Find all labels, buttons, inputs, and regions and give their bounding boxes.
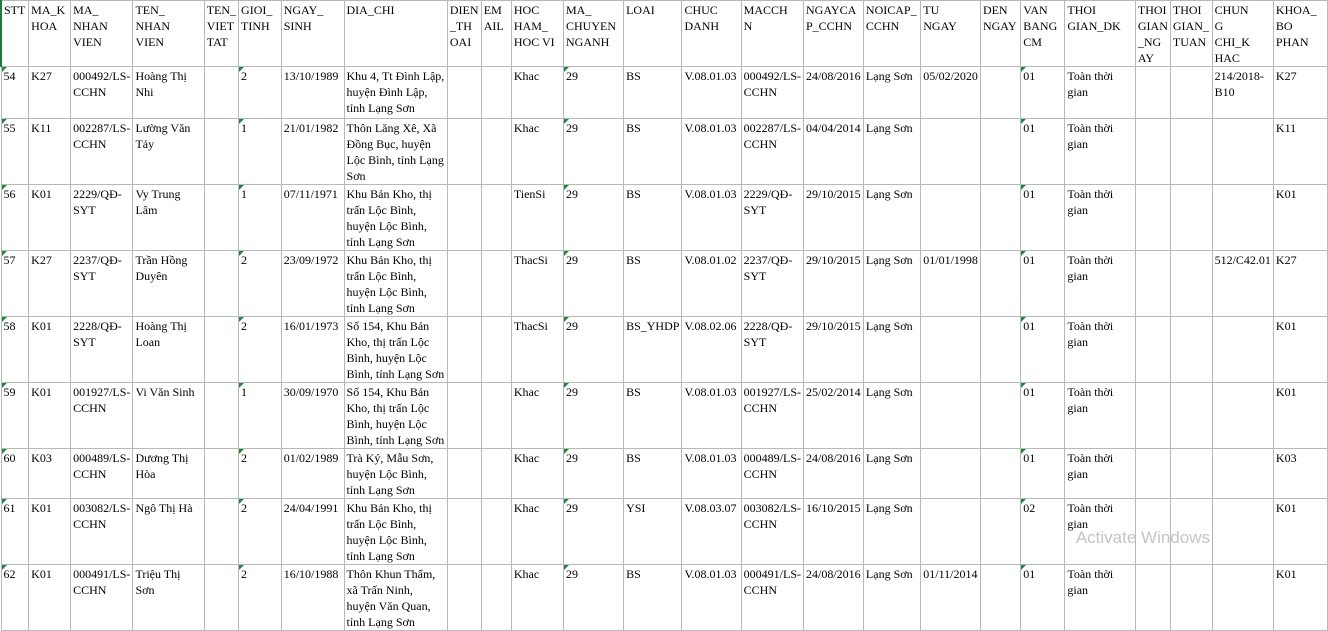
table-cell[interactable]: Khac [511, 565, 563, 631]
table-cell[interactable] [481, 185, 511, 251]
column-header[interactable] [204, 1, 238, 67]
column-header-label: EM AIL [483, 3, 504, 33]
table-cell[interactable]: 24/04/1991 [281, 499, 344, 565]
table-cell[interactable] [447, 565, 481, 631]
table-cell[interactable] [447, 383, 481, 449]
table-cell[interactable] [980, 317, 1020, 383]
table-row [1, 317, 1328, 383]
column-header[interactable] [1273, 1, 1327, 67]
column-header-label: DIA_CHI [346, 3, 395, 17]
table-cell[interactable]: 25/02/2014 [804, 383, 864, 449]
table-cell[interactable]: 29 [563, 499, 623, 565]
column-header[interactable] [804, 1, 864, 67]
table-cell[interactable]: 01 [1021, 449, 1065, 499]
table-cell[interactable] [1170, 449, 1212, 499]
table-cell[interactable] [1135, 449, 1170, 499]
table-cell[interactable]: BS [624, 383, 682, 449]
column-header-label: LOAI [626, 3, 655, 17]
table-cell[interactable]: 000489/LS-CCHN [71, 449, 133, 499]
table-cell[interactable]: K11 [1273, 119, 1327, 185]
table-cell[interactable]: K01 [1273, 383, 1327, 449]
column-header[interactable] [1, 1, 29, 67]
table-cell[interactable]: 000492/LS-CCHN [71, 67, 133, 119]
table-row [1, 251, 1328, 317]
column-header[interactable] [1135, 1, 1170, 67]
table-cell[interactable]: 1 [239, 119, 282, 185]
table-cell[interactable]: BS [624, 251, 682, 317]
table-cell[interactable]: 24/08/2016 [804, 67, 864, 119]
table-cell[interactable]: V.08.01.03 [682, 67, 741, 119]
table-row [1, 449, 1328, 499]
table-cell[interactable]: K03 [29, 449, 71, 499]
table-row [1, 383, 1328, 449]
table-cell[interactable] [1135, 383, 1170, 449]
column-header-label: STT [4, 3, 26, 17]
table-cell[interactable]: V.08.03.07 [682, 499, 741, 565]
table-cell[interactable]: BS [624, 565, 682, 631]
table-cell[interactable]: 1 [239, 383, 282, 449]
column-header[interactable] [921, 1, 981, 67]
table-cell[interactable]: Triệu Thị Sơn [133, 565, 204, 631]
table-cell[interactable]: 60 [1, 449, 29, 499]
table-cell[interactable]: Khu Bản Kho, thị trấn Lộc Bình, huyện Lộc Bình, tỉnh Lạng Sơn [344, 251, 447, 317]
table-cell[interactable] [1170, 251, 1212, 317]
table-cell[interactable]: V.08.01.03 [682, 449, 741, 499]
table-cell[interactable]: 13/10/1989 [281, 67, 344, 119]
table-cell[interactable]: 04/04/2014 [804, 119, 864, 185]
column-header[interactable] [1212, 1, 1273, 67]
table-cell[interactable]: K01 [29, 317, 71, 383]
table-cell[interactable]: 2237/QĐ-SYT [71, 251, 133, 317]
table-cell[interactable] [204, 565, 238, 631]
column-header-label: MA_K HOA [31, 3, 66, 33]
table-cell[interactable]: 2 [239, 499, 282, 565]
table-cell[interactable]: Lạng Sơn [863, 185, 920, 251]
column-header[interactable] [563, 1, 623, 67]
table-cell[interactable]: Ngô Thị Hà [133, 499, 204, 565]
table-cell[interactable] [481, 499, 511, 565]
table-cell[interactable]: 30/09/1970 [281, 383, 344, 449]
table-cell[interactable] [1212, 449, 1273, 499]
column-header[interactable] [29, 1, 71, 67]
table-cell[interactable]: K01 [1273, 185, 1327, 251]
table-cell[interactable] [980, 119, 1020, 185]
table-cell[interactable]: 57 [1, 251, 29, 317]
table-cell[interactable] [204, 383, 238, 449]
table-cell[interactable] [921, 317, 981, 383]
table-cell[interactable] [481, 383, 511, 449]
table-cell[interactable]: Toàn thời gian [1065, 317, 1135, 383]
column-header-label: DIEN _TH OAI [449, 3, 479, 49]
table-cell[interactable]: BS [624, 67, 682, 119]
table-cell[interactable] [447, 185, 481, 251]
table-cell[interactable] [481, 565, 511, 631]
table-cell[interactable]: V.08.01.03 [682, 119, 741, 185]
column-header[interactable] [980, 1, 1020, 67]
column-header[interactable] [741, 1, 803, 67]
table-cell[interactable]: Khu Bản Kho, thị trấn Lộc Bình, huyện Lộc Bình, tỉnh Lạng Sơn [344, 499, 447, 565]
table-cell[interactable]: Toàn thời gian [1065, 499, 1135, 565]
table-cell[interactable]: BS [624, 119, 682, 185]
table-cell[interactable]: 003082/LS-CCHN [71, 499, 133, 565]
table-row [1, 119, 1328, 185]
table-cell[interactable]: 003082/LS-CCHN [741, 499, 803, 565]
table-cell[interactable]: BS [624, 185, 682, 251]
table-cell[interactable] [204, 67, 238, 119]
table-cell[interactable]: 05/02/2020 [921, 67, 981, 119]
column-header[interactable] [239, 1, 282, 67]
table-cell[interactable]: K11 [29, 119, 71, 185]
table-cell[interactable] [1170, 185, 1212, 251]
table-cell[interactable]: V.08.01.03 [682, 185, 741, 251]
table-cell[interactable] [447, 251, 481, 317]
table-cell[interactable]: 2 [239, 67, 282, 119]
table-cell[interactable]: Khac [511, 119, 563, 185]
table-cell[interactable] [1212, 499, 1273, 565]
table-cell[interactable]: Khac [511, 499, 563, 565]
table-cell[interactable]: K01 [29, 565, 71, 631]
column-header[interactable] [1021, 1, 1065, 67]
table-cell[interactable]: Vy Trung Lâm [133, 185, 204, 251]
table-row [1, 185, 1328, 251]
table-cell[interactable]: Vi Văn Sinh [133, 383, 204, 449]
table-cell[interactable] [447, 317, 481, 383]
table-cell[interactable]: K27 [29, 251, 71, 317]
column-header[interactable] [1170, 1, 1212, 67]
table-cell[interactable]: 29 [563, 449, 623, 499]
table-cell[interactable]: 29/10/2015 [804, 251, 864, 317]
table-cell[interactable]: 23/09/1972 [281, 251, 344, 317]
table-cell[interactable]: 2237/QĐ-SYT [741, 251, 803, 317]
table-cell[interactable] [1135, 317, 1170, 383]
column-header-label: NGAY_ SINH [283, 3, 324, 33]
table-cell[interactable]: K01 [1273, 499, 1327, 565]
table-cell[interactable] [1212, 383, 1273, 449]
column-header-label: CHUC DANH [684, 3, 720, 33]
table-cell[interactable] [921, 383, 981, 449]
column-header[interactable] [863, 1, 920, 67]
column-header[interactable] [624, 1, 682, 67]
table-cell[interactable]: 16/10/2015 [804, 499, 864, 565]
table-cell[interactable] [204, 119, 238, 185]
column-header[interactable] [511, 1, 563, 67]
table-cell[interactable]: 07/11/1971 [281, 185, 344, 251]
table-cell[interactable]: K03 [1273, 449, 1327, 499]
table-cell[interactable] [1135, 565, 1170, 631]
table-cell[interactable]: 21/01/1982 [281, 119, 344, 185]
table-cell[interactable]: 214/2018-B10 [1212, 67, 1273, 119]
table-cell[interactable]: 01/02/1989 [281, 449, 344, 499]
table-cell[interactable]: Lường Văn Tảy [133, 119, 204, 185]
table-cell[interactable]: 16/10/1988 [281, 565, 344, 631]
table-cell[interactable] [204, 499, 238, 565]
table-cell[interactable]: V.08.01.03 [682, 565, 741, 631]
table-cell[interactable]: 62 [1, 565, 29, 631]
header-row [1, 1, 1328, 67]
table-cell[interactable]: 56 [1, 185, 29, 251]
table-cell[interactable]: 01 [1021, 565, 1065, 631]
column-header-label: VAN BANG CM [1023, 3, 1058, 49]
column-header-label: THOI GIAN_DK [1067, 3, 1121, 33]
table-cell[interactable]: Lạng Sơn [863, 383, 920, 449]
table-cell[interactable]: K01 [29, 499, 71, 565]
table-cell[interactable]: 01 [1021, 119, 1065, 185]
table-cell[interactable]: Lạng Sơn [863, 449, 920, 499]
table-cell[interactable]: Khu 4, Tt Đình Lập, huyện Đình Lập, tỉnh Lạng Sơn [344, 67, 447, 119]
table-cell[interactable] [481, 317, 511, 383]
table-cell[interactable]: V.08.01.02 [682, 251, 741, 317]
table-cell[interactable]: YSI [624, 499, 682, 565]
table-cell[interactable]: Toàn thời gian [1065, 251, 1135, 317]
table-cell[interactable]: 000489/LS-CCHN [741, 449, 803, 499]
table-cell[interactable]: 2229/QĐ-SYT [741, 185, 803, 251]
table-cell[interactable]: Khac [511, 67, 563, 119]
table-cell[interactable]: 01/11/2014 [921, 565, 981, 631]
table-cell[interactable]: Lạng Sơn [863, 499, 920, 565]
table-cell[interactable] [1170, 317, 1212, 383]
table-cell[interactable]: 000491/LS-CCHN [71, 565, 133, 631]
table-cell[interactable]: 29 [563, 251, 623, 317]
table-cell[interactable] [1212, 317, 1273, 383]
table-cell[interactable] [481, 251, 511, 317]
column-header-label: MA_ NHAN VIEN [73, 3, 108, 49]
table-cell[interactable]: 29/10/2015 [804, 317, 864, 383]
table-cell[interactable]: ThacSi [511, 251, 563, 317]
table-cell[interactable] [921, 499, 981, 565]
table-cell[interactable]: 29/10/2015 [804, 185, 864, 251]
table-cell[interactable] [921, 449, 981, 499]
table-cell[interactable]: 000492/LS-CCHN [741, 67, 803, 119]
table-cell[interactable]: ThacSi [511, 317, 563, 383]
table-cell[interactable]: 001927/LS-CCHN [741, 383, 803, 449]
table-cell[interactable] [481, 449, 511, 499]
column-header-label: NOICAP_ CCHN [865, 3, 917, 33]
table-cell[interactable]: Hoàng Thị Nhi [133, 67, 204, 119]
column-header-label: HOC HAM_ HOC VI [513, 3, 555, 49]
table-cell[interactable]: V.08.02.06 [682, 317, 741, 383]
column-header-label: KHOA_ BO PHAN [1275, 3, 1317, 49]
table-cell[interactable]: K01 [29, 185, 71, 251]
table-cell[interactable]: Hoàng Thị Loan [133, 317, 204, 383]
table-cell[interactable]: Dương Thị Hòa [133, 449, 204, 499]
table-cell[interactable] [980, 449, 1020, 499]
table-cell[interactable] [447, 119, 481, 185]
table-cell[interactable]: Toàn thời gian [1065, 185, 1135, 251]
table-row [1, 565, 1328, 631]
table-cell[interactable]: Thôn Lăng Xê, Xã Đồng Bục, huyện Lộc Bình, tỉnh Lạng Sơn [344, 119, 447, 185]
table-cell[interactable]: 29 [563, 185, 623, 251]
table-cell[interactable] [1212, 119, 1273, 185]
table-cell[interactable]: 54 [1, 67, 29, 119]
table-cell[interactable]: Khu Bản Kho, thị trấn Lộc Bình, huyện Lộc Bình, tỉnh Lạng Sơn [344, 185, 447, 251]
table-row [1, 67, 1328, 119]
table-cell[interactable] [447, 449, 481, 499]
table-cell[interactable] [980, 565, 1020, 631]
table-cell[interactable]: 01 [1021, 185, 1065, 251]
table-cell[interactable]: 000491/LS-CCHN [741, 565, 803, 631]
table-cell[interactable] [980, 251, 1020, 317]
table-cell[interactable] [1212, 185, 1273, 251]
table-cell[interactable] [204, 185, 238, 251]
table-cell[interactable]: Lạng Sơn [863, 119, 920, 185]
table-cell[interactable]: 2228/QĐ-SYT [741, 317, 803, 383]
table-cell[interactable] [980, 499, 1020, 565]
table-cell[interactable]: Số 154, Khu Bản Kho, thị trấn Lộc Bình, huyện Lộc Bình, tỉnh Lạng Sơn [344, 383, 447, 449]
table-cell[interactable]: K01 [29, 383, 71, 449]
table-cell[interactable]: Khac [511, 383, 563, 449]
table-cell[interactable] [481, 67, 511, 119]
table-cell[interactable] [1135, 251, 1170, 317]
table-cell[interactable]: 29 [563, 317, 623, 383]
column-header[interactable] [71, 1, 133, 67]
table-cell[interactable] [921, 119, 981, 185]
column-header[interactable] [1065, 1, 1135, 67]
table-cell[interactable]: Toàn thời gian [1065, 449, 1135, 499]
table-cell[interactable]: 29 [563, 67, 623, 119]
table-cell[interactable]: Thôn Khun Thẩm, xã Trấn Ninh, huyện Văn Quan, tỉnh Lạng Sơn [344, 565, 447, 631]
table-cell[interactable]: 2229/QĐ-SYT [71, 185, 133, 251]
table-cell[interactable]: Toàn thời gian [1065, 119, 1135, 185]
table-cell[interactable]: 2 [239, 565, 282, 631]
table-cell[interactable] [204, 251, 238, 317]
column-header[interactable] [344, 1, 447, 67]
column-header-label: TEN_ NHAN VIEN [135, 3, 171, 49]
table-cell[interactable]: 2228/QĐ-SYT [71, 317, 133, 383]
table-cell[interactable] [980, 383, 1020, 449]
table-cell[interactable] [481, 119, 511, 185]
column-header-label: TEN_ VIET TAT [206, 3, 237, 49]
table-cell[interactable] [980, 185, 1020, 251]
table-cell[interactable]: 2 [239, 251, 282, 317]
table-cell[interactable]: 002287/LS-CCHN [741, 119, 803, 185]
column-header[interactable] [133, 1, 204, 67]
table-cell[interactable]: Lạng Sơn [863, 67, 920, 119]
table-cell[interactable]: 001927/LS-CCHN [71, 383, 133, 449]
table-cell[interactable] [447, 67, 481, 119]
table-cell[interactable]: 29 [563, 119, 623, 185]
column-header[interactable] [481, 1, 511, 67]
table-cell[interactable]: 16/01/1973 [281, 317, 344, 383]
table-cell[interactable]: 24/08/2016 [804, 449, 864, 499]
table-cell[interactable]: Toàn thời gian [1065, 67, 1135, 119]
table-cell[interactable]: 1 [239, 185, 282, 251]
table-cell[interactable]: Trần Hồng Duyên [133, 251, 204, 317]
column-header-label: MACCH N [743, 3, 788, 33]
table-cell[interactable]: 61 [1, 499, 29, 565]
table-cell[interactable]: 02 [1021, 499, 1065, 565]
table-cell[interactable]: Lạng Sơn [863, 317, 920, 383]
table-cell[interactable]: Lạng Sơn [863, 565, 920, 631]
table-cell[interactable]: K01 [1273, 317, 1327, 383]
table-cell[interactable] [1170, 119, 1212, 185]
table-cell[interactable] [1170, 383, 1212, 449]
column-header-label: THOI GIAN _NG AY [1137, 3, 1168, 65]
table-cell[interactable]: K01 [1273, 565, 1327, 631]
table-cell[interactable] [204, 317, 238, 383]
table-cell[interactable] [1135, 119, 1170, 185]
table-cell[interactable]: 24/08/2016 [804, 565, 864, 631]
table-cell[interactable]: 01/01/1998 [921, 251, 981, 317]
column-header-label: GIOI_ TINH [241, 3, 273, 33]
column-header[interactable] [281, 1, 344, 67]
column-header-label: MA_ CHUYEN NGANH [565, 3, 616, 49]
table-cell[interactable] [921, 185, 981, 251]
table-cell[interactable]: BS [624, 449, 682, 499]
column-header-label: DEN NGAY [982, 3, 1017, 33]
table-cell[interactable]: 01 [1021, 67, 1065, 119]
table-cell[interactable]: 29 [563, 383, 623, 449]
table-cell[interactable]: 002287/LS-CCHN [71, 119, 133, 185]
table-cell[interactable]: 29 [563, 565, 623, 631]
activate-windows-watermark: Activate Windows [1075, 528, 1210, 547]
table-cell[interactable]: 55 [1, 119, 29, 185]
table-cell[interactable]: Lạng Sơn [863, 251, 920, 317]
table-cell[interactable]: V.08.01.03 [682, 383, 741, 449]
table-cell[interactable]: Toàn thời gian [1065, 565, 1135, 631]
table-cell[interactable]: 2 [239, 317, 282, 383]
table-cell[interactable]: Toàn thời gian [1065, 383, 1135, 449]
table-cell[interactable]: 512/C42.01 [1212, 251, 1273, 317]
column-header[interactable] [682, 1, 741, 67]
table-cell[interactable]: Số 154, Khu Bản Kho, thị trấn Lộc Bình, huyện Lộc Bình, tỉnh Lạng Sơn [344, 317, 447, 383]
table-cell[interactable]: 58 [1, 317, 29, 383]
column-header-label: CHUN G CHI_K HAC [1214, 3, 1250, 65]
table-cell[interactable] [1135, 185, 1170, 251]
column-header-label: NGAYCA P_CCHN [806, 3, 857, 33]
table-cell[interactable]: 59 [1, 383, 29, 449]
table-cell[interactable] [1135, 67, 1170, 119]
table-cell[interactable]: K27 [29, 67, 71, 119]
column-header-label: THOI GIAN_ TUAN [1172, 3, 1209, 49]
table-cell[interactable]: 01 [1021, 317, 1065, 383]
table-cell[interactable]: K27 [1273, 67, 1327, 119]
table-cell[interactable] [204, 449, 238, 499]
table-cell[interactable]: TienSi [511, 185, 563, 251]
table-cell[interactable] [447, 499, 481, 565]
table-cell[interactable]: K27 [1273, 251, 1327, 317]
table-cell[interactable]: 01 [1021, 251, 1065, 317]
table-cell[interactable]: Trà Ký, Mẫu Sơn, huyện Lộc Bình, tỉnh Lạng Sơn [344, 449, 447, 499]
column-header[interactable] [447, 1, 481, 67]
table-cell[interactable] [1212, 565, 1273, 631]
table-cell[interactable] [980, 67, 1020, 119]
column-header-label: TU NGAY [923, 3, 957, 33]
table-cell[interactable]: 2 [239, 449, 282, 499]
table-cell[interactable] [1170, 565, 1212, 631]
table-cell[interactable]: 01 [1021, 383, 1065, 449]
table-cell[interactable]: BS_YHDP [624, 317, 682, 383]
table-cell[interactable] [1170, 67, 1212, 119]
table-cell[interactable]: Khac [511, 449, 563, 499]
